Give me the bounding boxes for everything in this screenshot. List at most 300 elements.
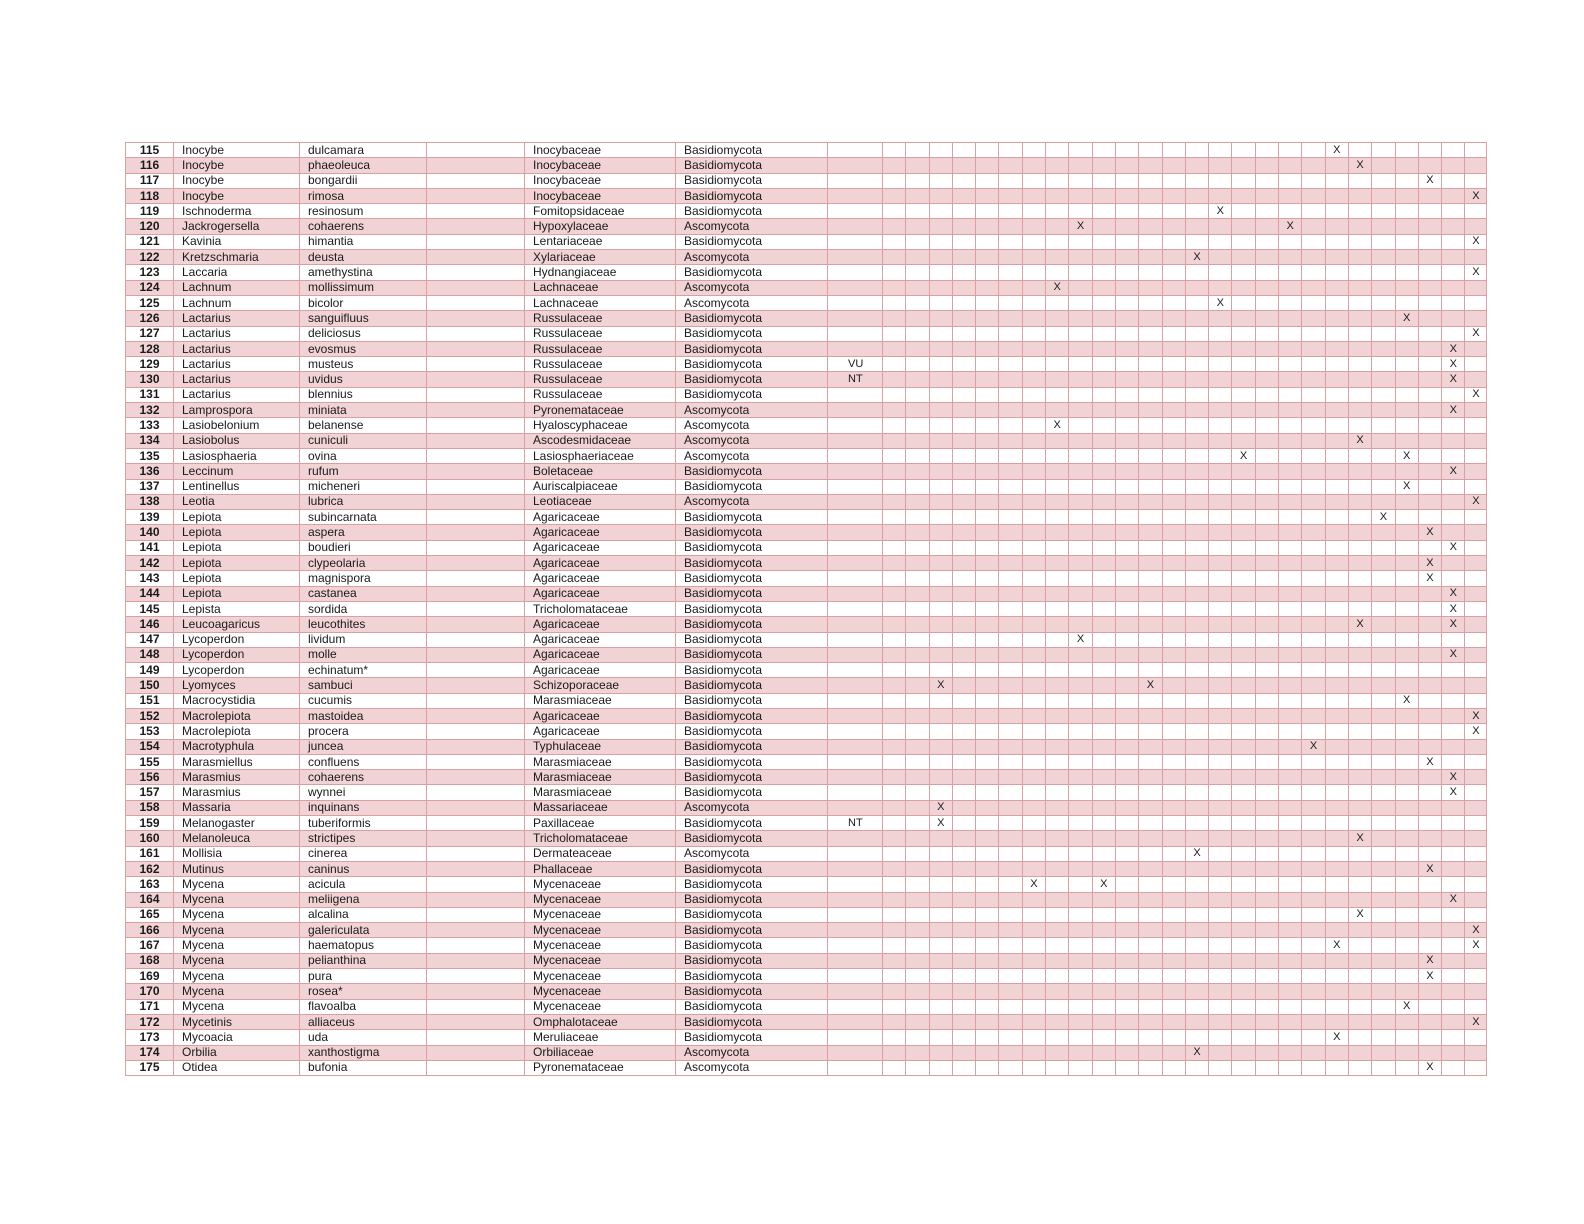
status-cell: [828, 204, 883, 219]
presence-cell: [1302, 724, 1325, 739]
presence-cell: [1209, 724, 1232, 739]
presence-mark: X: [1046, 418, 1069, 433]
presence-cell: [1372, 525, 1395, 540]
presence-cell: [1232, 999, 1255, 1014]
presence-cell: [1465, 357, 1487, 372]
presence-cell: [883, 1045, 906, 1060]
presence-cell: [883, 953, 906, 968]
presence-cell: [952, 984, 975, 999]
table-row: [126, 953, 1487, 968]
presence-cell: [952, 831, 975, 846]
presence-cell: [1022, 770, 1045, 785]
presence-cell: [1348, 341, 1371, 356]
blank-cell: [427, 754, 525, 769]
species-cell: phaeoleuca: [300, 158, 427, 173]
presence-cell: [1255, 632, 1278, 647]
presence-cell: [1092, 739, 1115, 754]
presence-cell: [1209, 785, 1232, 800]
presence-cell: [1046, 678, 1069, 693]
presence-cell: [1372, 1060, 1395, 1075]
phylum-cell: Basidiomycota: [676, 861, 828, 876]
presence-cell: [1209, 800, 1232, 815]
presence-cell: [976, 831, 999, 846]
phylum-cell: Basidiomycota: [676, 907, 828, 922]
presence-cell: [1279, 861, 1302, 876]
presence-cell: [929, 708, 952, 723]
table-row: [126, 969, 1487, 984]
presence-cell: [999, 816, 1022, 831]
genus-cell: Mycena: [174, 923, 300, 938]
presence-cell: [1139, 601, 1162, 616]
presence-cell: [1418, 999, 1441, 1014]
status-cell: [828, 494, 883, 509]
presence-cell: [1325, 311, 1348, 326]
presence-cell: [1465, 173, 1487, 188]
presence-cell: [1232, 831, 1255, 846]
presence-cell: [1185, 357, 1208, 372]
species-cell: mastoidea: [300, 708, 427, 723]
presence-cell: [1139, 999, 1162, 1014]
species-cell: musteus: [300, 357, 427, 372]
presence-cell: [1162, 540, 1185, 555]
row-number: 117: [126, 173, 174, 188]
table-row: [126, 280, 1487, 295]
presence-cell: [952, 250, 975, 265]
presence-cell: [1255, 861, 1278, 876]
presence-cell: [1022, 219, 1045, 234]
presence-cell: [1092, 326, 1115, 341]
presence-cell: [1372, 326, 1395, 341]
presence-cell: [1185, 892, 1208, 907]
presence-cell: [1465, 984, 1487, 999]
presence-cell: [1139, 387, 1162, 402]
presence-cell: [1162, 510, 1185, 525]
status-cell: [828, 708, 883, 723]
presence-cell: [929, 923, 952, 938]
presence-cell: [1046, 724, 1069, 739]
presence-cell: [906, 173, 929, 188]
presence-cell: [1115, 999, 1138, 1014]
presence-cell: [1232, 663, 1255, 678]
presence-cell: [1302, 464, 1325, 479]
table-row: [126, 357, 1487, 372]
genus-cell: Lasiobelonium: [174, 418, 300, 433]
presence-cell: [1255, 953, 1278, 968]
presence-cell: [1348, 861, 1371, 876]
table-row: [126, 1045, 1487, 1060]
table-row: [126, 556, 1487, 571]
presence-cell: [1325, 341, 1348, 356]
presence-cell: [1442, 188, 1465, 203]
presence-cell: [1209, 923, 1232, 938]
presence-cell: [1092, 250, 1115, 265]
presence-cell: [1465, 433, 1487, 448]
presence-cell: [1046, 1060, 1069, 1075]
presence-cell: [906, 265, 929, 280]
presence-cell: [883, 754, 906, 769]
presence-cell: [1115, 586, 1138, 601]
presence-cell: [1022, 785, 1045, 800]
presence-cell: [1046, 265, 1069, 280]
family-cell: Russulaceae: [525, 341, 676, 356]
status-cell: [828, 418, 883, 433]
presence-cell: [1069, 188, 1092, 203]
presence-cell: [1139, 234, 1162, 249]
row-number: 154: [126, 739, 174, 754]
presence-cell: [1465, 341, 1487, 356]
presence-cell: [906, 188, 929, 203]
presence-cell: [1302, 678, 1325, 693]
presence-cell: [999, 1060, 1022, 1075]
presence-cell: [1115, 907, 1138, 922]
presence-cell: [1022, 984, 1045, 999]
presence-cell: [1115, 1014, 1138, 1029]
presence-cell: [1442, 999, 1465, 1014]
phylum-cell: Basidiomycota: [676, 556, 828, 571]
presence-cell: [1418, 188, 1441, 203]
presence-cell: [1255, 984, 1278, 999]
phylum-cell: Basidiomycota: [676, 540, 828, 555]
presence-cell: [883, 800, 906, 815]
presence-cell: [1255, 158, 1278, 173]
presence-cell: [1442, 204, 1465, 219]
presence-cell: [1279, 143, 1302, 158]
presence-cell: [883, 143, 906, 158]
blank-cell: [427, 540, 525, 555]
presence-cell: [883, 770, 906, 785]
presence-cell: [1232, 632, 1255, 647]
presence-cell: [1348, 143, 1371, 158]
presence-cell: [1069, 143, 1092, 158]
presence-cell: [1325, 617, 1348, 632]
table-row: [126, 923, 1487, 938]
presence-cell: [1139, 219, 1162, 234]
presence-cell: [1302, 311, 1325, 326]
presence-cell: [1442, 831, 1465, 846]
presence-cell: [1232, 907, 1255, 922]
presence-cell: [1255, 433, 1278, 448]
presence-cell: [1279, 892, 1302, 907]
species-cell: subincarnata: [300, 510, 427, 525]
phylum-cell: Basidiomycota: [676, 357, 828, 372]
presence-cell: [1418, 540, 1441, 555]
phylum-cell: Basidiomycota: [676, 663, 828, 678]
row-number: 128: [126, 341, 174, 356]
presence-cell: [1092, 984, 1115, 999]
presence-cell: [1232, 494, 1255, 509]
presence-cell: [1115, 219, 1138, 234]
blank-cell: [427, 265, 525, 280]
family-cell: Leotiaceae: [525, 494, 676, 509]
phylum-cell: Basidiomycota: [676, 892, 828, 907]
presence-cell: [976, 800, 999, 815]
table-row: [126, 173, 1487, 188]
presence-cell: [1279, 693, 1302, 708]
presence-cell: [906, 754, 929, 769]
presence-cell: [929, 1060, 952, 1075]
presence-cell: [1348, 571, 1371, 586]
presence-cell: [1255, 1030, 1278, 1045]
table-row: [126, 158, 1487, 173]
row-number: 169: [126, 969, 174, 984]
status-cell: NT: [828, 372, 883, 387]
presence-cell: [1325, 540, 1348, 555]
presence-cell: [1185, 158, 1208, 173]
presence-cell: [952, 693, 975, 708]
presence-cell: [1302, 158, 1325, 173]
presence-mark: X: [1418, 754, 1441, 769]
blank-cell: [427, 357, 525, 372]
presence-cell: [906, 923, 929, 938]
species-cell: magnispora: [300, 571, 427, 586]
presence-cell: [1418, 938, 1441, 953]
presence-cell: [1279, 831, 1302, 846]
presence-cell: [1185, 265, 1208, 280]
presence-cell: [883, 556, 906, 571]
presence-cell: [1348, 846, 1371, 861]
presence-mark: X: [1465, 708, 1487, 723]
presence-cell: [999, 387, 1022, 402]
presence-cell: [1162, 877, 1185, 892]
presence-cell: [1115, 1030, 1138, 1045]
species-cell: ovina: [300, 448, 427, 463]
presence-cell: [929, 158, 952, 173]
presence-cell: [1325, 800, 1348, 815]
presence-cell: [1325, 158, 1348, 173]
presence-cell: [1395, 877, 1418, 892]
status-cell: [828, 143, 883, 158]
presence-mark: X: [1442, 770, 1465, 785]
presence-mark: X: [1442, 372, 1465, 387]
row-number: 118: [126, 188, 174, 203]
presence-cell: [1046, 571, 1069, 586]
presence-cell: [1139, 494, 1162, 509]
presence-cell: [1046, 708, 1069, 723]
family-cell: Pyronemataceae: [525, 1060, 676, 1075]
presence-cell: [1279, 540, 1302, 555]
presence-cell: [1372, 724, 1395, 739]
presence-cell: [1395, 724, 1418, 739]
presence-cell: [1255, 234, 1278, 249]
phylum-cell: Ascomycota: [676, 250, 828, 265]
presence-cell: [1302, 1045, 1325, 1060]
blank-cell: [427, 739, 525, 754]
presence-cell: [1348, 556, 1371, 571]
presence-cell: [1279, 326, 1302, 341]
presence-cell: [883, 816, 906, 831]
row-number: 161: [126, 846, 174, 861]
species-cell: uda: [300, 1030, 427, 1045]
presence-cell: [1139, 969, 1162, 984]
presence-cell: [929, 250, 952, 265]
blank-cell: [427, 999, 525, 1014]
presence-cell: [1372, 188, 1395, 203]
presence-cell: [999, 861, 1022, 876]
presence-cell: [906, 280, 929, 295]
presence-cell: [1209, 708, 1232, 723]
presence-cell: [1162, 479, 1185, 494]
presence-cell: [1022, 739, 1045, 754]
presence-cell: [1465, 953, 1487, 968]
species-cell: rufum: [300, 464, 427, 479]
presence-cell: [1465, 510, 1487, 525]
species-cell: miniata: [300, 403, 427, 418]
presence-cell: [1465, 632, 1487, 647]
presence-cell: [1465, 403, 1487, 418]
table-row: [126, 143, 1487, 158]
presence-cell: [1209, 372, 1232, 387]
presence-mark: X: [1465, 724, 1487, 739]
phylum-cell: Basidiomycota: [676, 188, 828, 203]
presence-cell: [1139, 1045, 1162, 1060]
presence-cell: [1442, 816, 1465, 831]
presence-cell: [1465, 143, 1487, 158]
presence-cell: [1395, 464, 1418, 479]
presence-cell: [906, 663, 929, 678]
presence-cell: [1232, 938, 1255, 953]
presence-cell: [1139, 433, 1162, 448]
presence-cell: [1325, 877, 1348, 892]
presence-cell: [1162, 953, 1185, 968]
blank-cell: [427, 861, 525, 876]
phylum-cell: Basidiomycota: [676, 571, 828, 586]
presence-cell: [1185, 923, 1208, 938]
presence-cell: [929, 1030, 952, 1045]
presence-cell: [1046, 387, 1069, 402]
presence-cell: [976, 678, 999, 693]
presence-cell: [1139, 479, 1162, 494]
presence-mark: X: [1185, 250, 1208, 265]
genus-cell: Ischnoderma: [174, 204, 300, 219]
presence-cell: [1418, 341, 1441, 356]
presence-cell: [976, 1014, 999, 1029]
presence-cell: [1162, 173, 1185, 188]
phylum-cell: Basidiomycota: [676, 586, 828, 601]
presence-cell: [1139, 448, 1162, 463]
presence-cell: [1325, 923, 1348, 938]
presence-cell: [1442, 1014, 1465, 1029]
row-number: 143: [126, 571, 174, 586]
family-cell: Mycenaceae: [525, 953, 676, 968]
presence-cell: [929, 999, 952, 1014]
row-number: 124: [126, 280, 174, 295]
presence-mark: X: [1209, 295, 1232, 310]
presence-cell: [1348, 234, 1371, 249]
presence-cell: [1115, 831, 1138, 846]
presence-cell: [1418, 816, 1441, 831]
status-cell: [828, 311, 883, 326]
presence-cell: [1139, 754, 1162, 769]
presence-cell: [1185, 295, 1208, 310]
presence-cell: [1069, 877, 1092, 892]
presence-cell: [1325, 219, 1348, 234]
presence-cell: [1092, 372, 1115, 387]
genus-cell: Mutinus: [174, 861, 300, 876]
presence-cell: [1465, 525, 1487, 540]
presence-cell: [906, 387, 929, 402]
presence-cell: [1046, 219, 1069, 234]
species-cell: tuberiformis: [300, 816, 427, 831]
presence-cell: [906, 739, 929, 754]
presence-cell: [976, 663, 999, 678]
presence-cell: [1185, 663, 1208, 678]
presence-cell: [976, 525, 999, 540]
status-cell: [828, 295, 883, 310]
presence-cell: [1232, 647, 1255, 662]
presence-cell: [906, 403, 929, 418]
presence-cell: [883, 1060, 906, 1075]
genus-cell: Mycena: [174, 892, 300, 907]
presence-cell: [906, 846, 929, 861]
presence-cell: [906, 479, 929, 494]
presence-cell: [999, 204, 1022, 219]
presence-cell: [1348, 1045, 1371, 1060]
presence-cell: [1418, 219, 1441, 234]
presence-cell: [883, 647, 906, 662]
presence-cell: [929, 540, 952, 555]
presence-cell: [1348, 678, 1371, 693]
status-cell: [828, 892, 883, 907]
presence-cell: [1232, 892, 1255, 907]
presence-cell: [1185, 999, 1208, 1014]
species-cell: cohaerens: [300, 219, 427, 234]
status-cell: [828, 907, 883, 922]
presence-cell: [1115, 708, 1138, 723]
presence-cell: [1046, 617, 1069, 632]
presence-cell: [1442, 265, 1465, 280]
presence-cell: [1115, 311, 1138, 326]
presence-cell: [1185, 464, 1208, 479]
phylum-cell: Basidiomycota: [676, 724, 828, 739]
presence-cell: [952, 770, 975, 785]
presence-cell: [1185, 1030, 1208, 1045]
presence-cell: [1162, 816, 1185, 831]
presence-cell: [883, 234, 906, 249]
presence-cell: [883, 892, 906, 907]
presence-cell: [1255, 754, 1278, 769]
presence-cell: [1115, 984, 1138, 999]
presence-cell: [1302, 953, 1325, 968]
presence-cell: [1418, 265, 1441, 280]
presence-cell: [1209, 877, 1232, 892]
presence-cell: [1255, 892, 1278, 907]
presence-cell: [1046, 601, 1069, 616]
presence-cell: [1279, 754, 1302, 769]
row-number: 122: [126, 250, 174, 265]
presence-cell: [1115, 403, 1138, 418]
presence-cell: [999, 510, 1022, 525]
table-row: [126, 188, 1487, 203]
family-cell: Pyronemataceae: [525, 403, 676, 418]
presence-cell: [1232, 418, 1255, 433]
presence-cell: [1069, 647, 1092, 662]
presence-cell: [1139, 923, 1162, 938]
presence-mark: X: [929, 816, 952, 831]
presence-cell: [1279, 357, 1302, 372]
blank-cell: [427, 663, 525, 678]
presence-cell: [1022, 708, 1045, 723]
family-cell: Orbiliaceae: [525, 1045, 676, 1060]
presence-cell: [1255, 494, 1278, 509]
row-number: 158: [126, 800, 174, 815]
presence-cell: [1418, 1014, 1441, 1029]
phylum-cell: Basidiomycota: [676, 632, 828, 647]
presence-cell: [1162, 708, 1185, 723]
presence-cell: [1302, 173, 1325, 188]
presence-cell: [1162, 1030, 1185, 1045]
presence-cell: [1022, 953, 1045, 968]
presence-cell: [1372, 923, 1395, 938]
